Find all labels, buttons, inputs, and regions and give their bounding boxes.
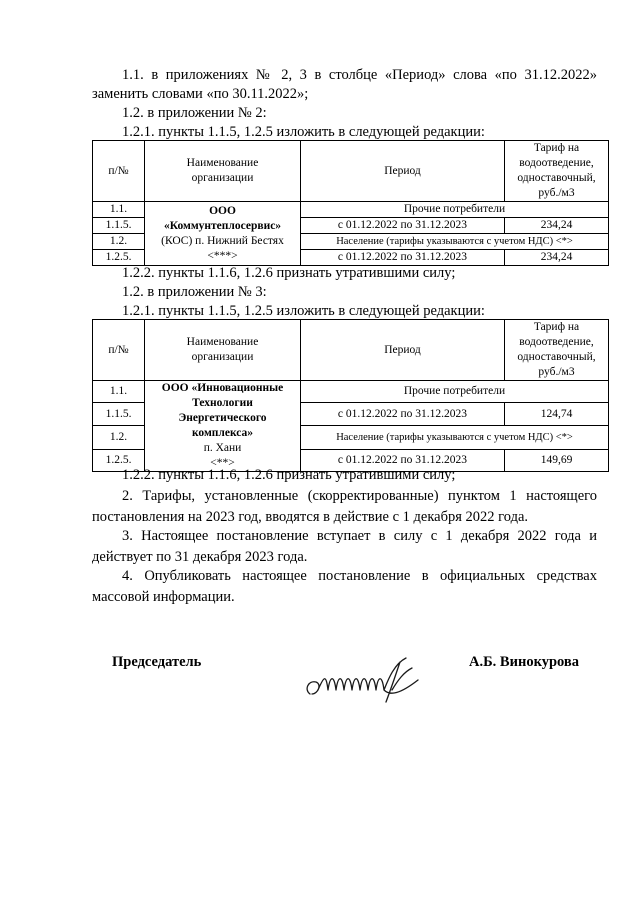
org-line: ООО «Инновационные bbox=[161, 382, 284, 394]
header-org bbox=[145, 141, 301, 202]
header-org-line: организации bbox=[191, 351, 254, 363]
paragraph-4-cont: массовой информации. bbox=[92, 589, 235, 605]
paragraph-2-cont: постановления на 2023 год, вводятся в действие с 1 декабря 2022 года. bbox=[92, 509, 529, 525]
header-tariff bbox=[505, 320, 609, 381]
header-org-line: Наименование bbox=[186, 336, 259, 348]
period-cell: с 01.12.2022 по 31.12.2023 bbox=[301, 250, 505, 266]
paragraph-1-2: 1.2. в приложении № 2: bbox=[122, 105, 267, 121]
org-line: <**> bbox=[210, 457, 235, 469]
period-cell: с 01.12.2022 по 31.12.2023 bbox=[301, 402, 505, 426]
header-tariff-line: водоотведение, bbox=[519, 336, 594, 348]
org-line: «Коммунтеплосервис» bbox=[163, 219, 282, 232]
paragraph-1-2-2-b: 1.2.2. пункты 1.1.6, 1.2.6 признать утратившими силу; bbox=[122, 467, 456, 483]
header-tariff-line: руб./м3 bbox=[538, 366, 575, 378]
tariff-cell: 234,24 bbox=[505, 218, 609, 234]
header-tariff-line: руб./м3 bbox=[538, 187, 575, 199]
org-line: <***> bbox=[207, 249, 238, 262]
header-period: Период bbox=[301, 320, 505, 381]
header-org-line: организации bbox=[191, 172, 254, 184]
header-tariff-line: одноставочный, bbox=[517, 172, 596, 184]
paragraph-4: 4. Опубликовать настоящее постановление в официальных средствах bbox=[122, 568, 597, 584]
row-num: 1.2.5. bbox=[93, 450, 145, 472]
paragraph-1-2-1: 1.2.1. пункты 1.1.5, 1.2.5 изложить в следующей редакции: bbox=[122, 124, 485, 140]
org-line: (КОС) п. Нижний Бестях bbox=[161, 234, 284, 247]
period-cell: с 01.12.2022 по 31.12.2023 bbox=[301, 450, 505, 472]
org-line: Технологии bbox=[192, 397, 253, 409]
handwritten-signature bbox=[300, 650, 440, 710]
row-num: 1.2. bbox=[93, 426, 145, 450]
organization-cell bbox=[145, 202, 301, 266]
header-tariff-line: Тариф на bbox=[533, 142, 580, 154]
organization-cell bbox=[145, 381, 301, 472]
tariff-cell: 234,24 bbox=[505, 250, 609, 266]
paragraph-1-1-cont: заменить словами «по 30.11.2022»; bbox=[92, 86, 309, 102]
org-line: Энергетического bbox=[178, 412, 267, 424]
signatory-name: А.Б. Винокурова bbox=[469, 654, 579, 670]
header-org-line: Наименование bbox=[186, 157, 259, 169]
org-line: ООО bbox=[209, 204, 236, 217]
row-num: 1.1. bbox=[93, 202, 145, 218]
paragraph-2: 2. Тарифы, установленные (скорректированные) пунктом 1 настоящего bbox=[122, 488, 597, 504]
header-org bbox=[145, 320, 301, 381]
tariff-table-appendix-2 bbox=[92, 140, 609, 266]
paragraph-1-2-1-b: 1.2.1. пункты 1.1.5, 1.2.5 изложить в следующей редакции: bbox=[122, 303, 485, 319]
category-cell: Население (тарифы указываются с учетом НДС) <*> bbox=[301, 234, 609, 250]
tariff-cell: 124,74 bbox=[505, 402, 609, 426]
header-num: п/№ bbox=[93, 141, 145, 202]
org-line: п. Хани bbox=[203, 442, 242, 454]
row-num: 1.1.5. bbox=[93, 402, 145, 426]
paragraph-1-1: 1.1. в приложениях № 2, 3 в столбце «Период» слова «по 31.12.2022» bbox=[122, 67, 597, 83]
tariff-cell: 149,69 bbox=[505, 450, 609, 472]
category-cell: Население (тарифы указываются с учетом НДС) <*> bbox=[301, 426, 609, 450]
header-tariff-line: Тариф на bbox=[533, 321, 580, 333]
header-tariff-line: водоотведение, bbox=[519, 157, 594, 169]
row-num: 1.1. bbox=[93, 381, 145, 403]
org-line: комплекса» bbox=[191, 427, 254, 439]
signatory-title: Председатель bbox=[112, 654, 202, 670]
paragraph-1-2-2: 1.2.2. пункты 1.1.6, 1.2.6 признать утратившими силу; bbox=[122, 265, 456, 281]
paragraph-3-cont: действует по 31 декабря 2023 года. bbox=[92, 549, 308, 565]
row-num: 1.2. bbox=[93, 234, 145, 250]
paragraph-3: 3. Настоящее постановление вступает в силу с 1 декабря 2022 года и bbox=[122, 528, 597, 544]
header-tariff bbox=[505, 141, 609, 202]
period-cell: с 01.12.2022 по 31.12.2023 bbox=[301, 218, 505, 234]
header-period: Период bbox=[301, 141, 505, 202]
row-num: 1.2.5. bbox=[93, 250, 145, 266]
header-tariff-line: одноставочный, bbox=[517, 351, 596, 363]
category-cell: Прочие потребители bbox=[301, 381, 609, 403]
paragraph-1-2-b: 1.2. в приложении № 3: bbox=[122, 284, 267, 300]
tariff-table-appendix-3 bbox=[92, 319, 609, 472]
row-num: 1.1.5. bbox=[93, 218, 145, 234]
header-num: п/№ bbox=[93, 320, 145, 381]
category-cell: Прочие потребители bbox=[301, 202, 609, 218]
